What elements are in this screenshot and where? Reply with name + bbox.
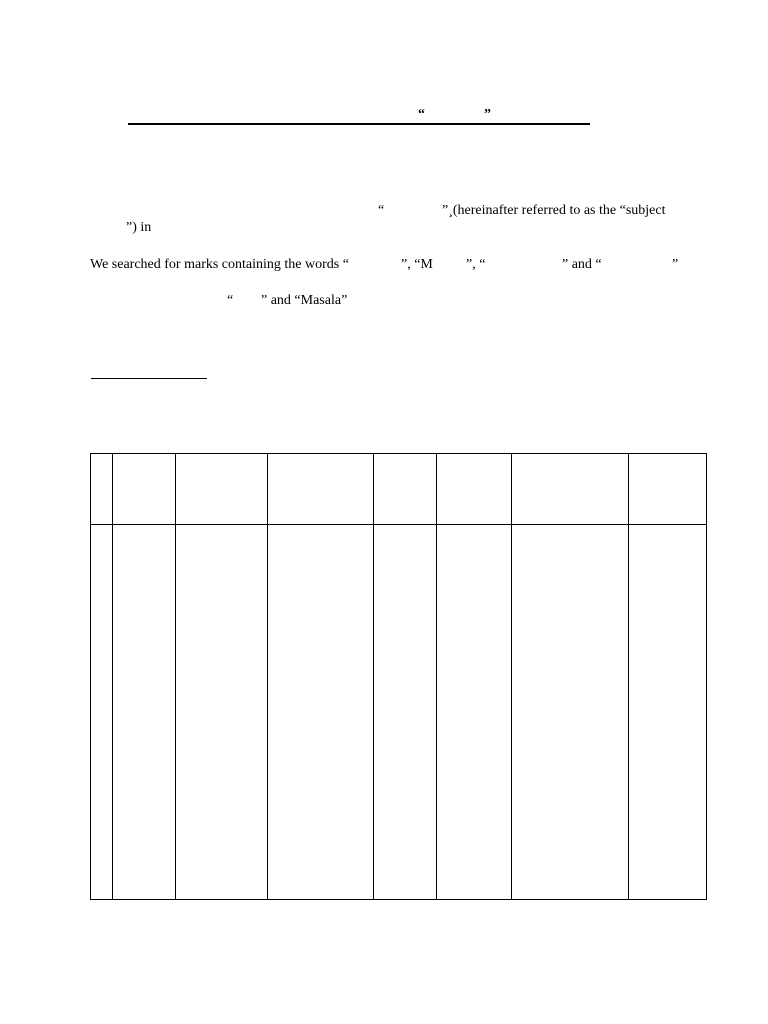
paragraph2-line1-part5: ” xyxy=(672,257,679,272)
paragraph1-line2: ”) in xyxy=(126,220,152,235)
table-col-line-3 xyxy=(267,453,268,900)
table-col-line-2 xyxy=(175,453,176,900)
table-col-line-8 xyxy=(706,453,707,900)
paragraph2-line1-part3: ”, “ xyxy=(466,257,486,272)
table-bottom-border xyxy=(90,899,707,900)
paragraph2-line2-open-quote: “ xyxy=(227,293,234,308)
title-close-quote: ” xyxy=(484,107,491,122)
paragraph1-open-quote: “ xyxy=(378,203,385,218)
table-col-line-0 xyxy=(90,453,91,900)
paragraph2-line2-rest: ” and “Masala” xyxy=(261,293,348,308)
section-heading-underline xyxy=(91,378,207,379)
paragraph2-line1-lead: We searched for marks containing the words “ xyxy=(90,257,349,272)
paragraph1-segment: ”¸(hereinafter referred to as the “subject xyxy=(442,203,666,218)
table-col-line-7 xyxy=(628,453,629,900)
table-header-divider xyxy=(90,524,707,525)
table-col-line-4 xyxy=(373,453,374,900)
title-open-quote: “ xyxy=(418,107,425,122)
table-col-line-5 xyxy=(436,453,437,900)
table-col-line-6 xyxy=(511,453,512,900)
title-underline xyxy=(128,123,590,125)
table-top-border xyxy=(90,453,707,454)
table-col-line-1 xyxy=(112,453,113,900)
paragraph2-line1-part2: ”, “M xyxy=(401,257,433,272)
paragraph2-line1-part4: ” and “ xyxy=(562,257,602,272)
